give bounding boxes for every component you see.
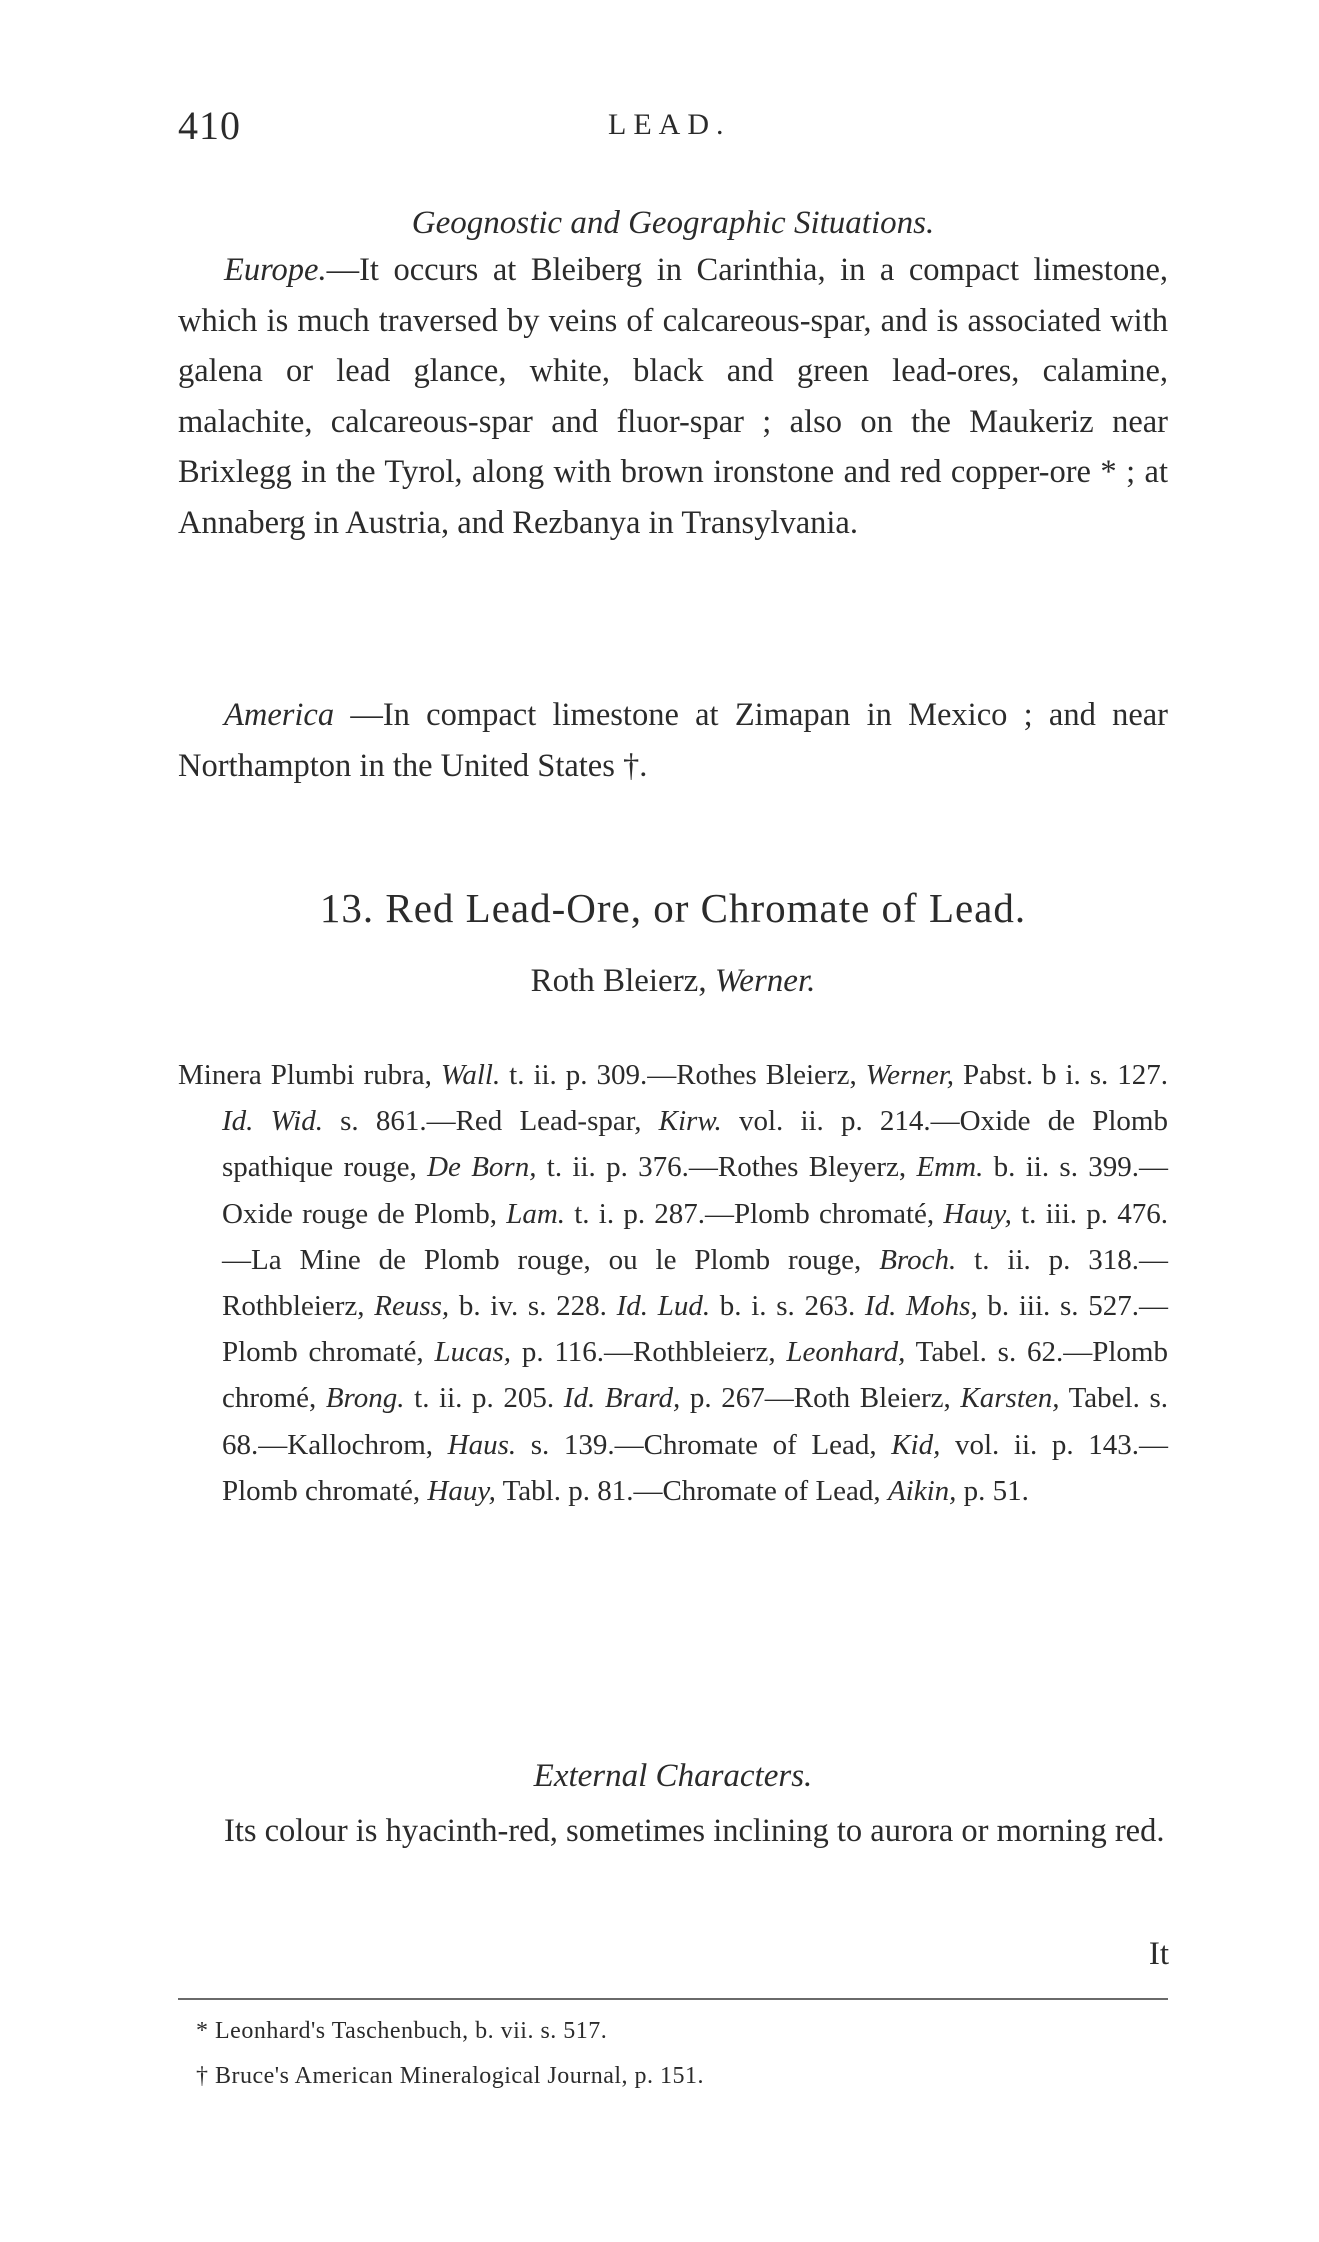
synonymy-segment: vol. ii. p. 214.—Oxide de Plomb spathique rouge, [222, 1105, 1168, 1184]
synonymy-reference: Haus. [447, 1428, 517, 1461]
synonymy-reference: Hauy, [943, 1197, 1012, 1230]
synonymy-text [178, 1052, 1168, 1514]
synonymy-segment: t. i. p. 287.—Plomb chromaté, [565, 1197, 944, 1230]
america-paragraph [178, 690, 1168, 791]
synonymy-reference: Id. Wid. [222, 1105, 323, 1138]
synonymy-segment: s. 139.—Chromate of Lead, [516, 1428, 892, 1461]
external-text: Its colour is hyacinth-red, sometimes inclining to aurora or morning red. [224, 1813, 1165, 1849]
synonymy-reference: Aikin, [887, 1474, 957, 1507]
synonymy-reference: Broch. [879, 1243, 957, 1276]
synonymy-reference: Lam. [506, 1197, 566, 1230]
synonymy-segment: p. 267—Roth Bleierz, [680, 1382, 961, 1415]
synonymy-segment: Tabel. s. 62.—Plomb chromé, [222, 1336, 1168, 1415]
footnote-rule [178, 1998, 1168, 2000]
external-paragraph [178, 1806, 1168, 1857]
running-head: LEAD. [608, 108, 731, 141]
species-title: 13. Red Lead-Ore, or Chromate of Lead. [319, 885, 1027, 931]
synonymy-segment: Tabel. s. 68.—Kallochrom, [222, 1382, 1168, 1461]
geognostic-heading: Geognostic and Geographic Situations. [411, 205, 935, 241]
synonymy-segment: b. ii. s. 399.—Oxide rouge de Plomb, [222, 1151, 1169, 1230]
synonymy-reference: Id. Mohs, [864, 1290, 978, 1323]
synonymy-segment: t. ii. p. 318.—Rothbleierz, [222, 1243, 1168, 1323]
synonymy-segment: p. 116.—Rothbleierz, [511, 1336, 787, 1369]
synonymy-segment: t. ii. p. 376.—Rothes Bleyerz, [536, 1151, 917, 1184]
page-number: 410 [178, 103, 241, 148]
america-text: —In compact limestone at Zimapan in Mexico ; and near Northampton in the United States †. [178, 697, 1168, 784]
europe-lead: Europe. [224, 252, 327, 288]
synonymy-reference: Kirw. [658, 1105, 722, 1138]
synonymy-segment: b. iv. s. 228. [449, 1290, 617, 1323]
subtitle-author: Werner. [714, 963, 816, 999]
europe-text: —It occurs at Bleiberg in Carinthia, in a compact limestone, which is much traversed by veins of calcareous-spar, and is associated with galena or lead glance, white, black and green lead-ores, calamine, malachite, calcareous-spar and fluor-spar ; also on the Maukeriz near Brixlegg in the Tyrol, along with brown ironstone and red copper-ore * ; at Annaberg in Austria, and Rezbanya in Transylvania. [178, 252, 1168, 541]
page-header [178, 102, 1158, 152]
synonymy-reference: De Born, [427, 1151, 537, 1184]
synonymy-reference: Kid, [891, 1428, 941, 1461]
synonymy-segment: t. iii. p. 476.—La Mine de Plomb rouge, ou le Plomb rouge, [222, 1197, 1169, 1276]
synonymy-reference: Emm. [916, 1151, 984, 1184]
synonymy-segment: Minera Plumbi rubra, [178, 1059, 441, 1091]
synonymy-reference: Karsten, [960, 1382, 1060, 1415]
synonymy-segment: t. ii. p. 205. [404, 1382, 564, 1415]
synonymy-segment: b. iii. s. 527.—Plomb chromaté, [222, 1290, 1168, 1369]
species-subtitle [178, 963, 1168, 1000]
synonymy-segment: s. 861.—Red Lead-spar, [322, 1105, 659, 1138]
europe-paragraph [178, 245, 1168, 548]
synonymy-reference: Wall. [440, 1059, 501, 1091]
synonymy-reference: Lucas, [434, 1336, 512, 1369]
footnote-2: † Bruce's American Mineralogical Journal, p. 151. [196, 2063, 705, 2089]
synonymy-segment: p. 51. [956, 1474, 1029, 1507]
synonymy-reference: Hauy, [427, 1474, 496, 1507]
subtitle-name: Roth Bleierz, [530, 963, 715, 999]
synonymy-segment: Tabl. p. 81.—Chromate of Lead, [495, 1474, 888, 1507]
catchword: It [1148, 1936, 1169, 1972]
synonymy-reference: Werner, [865, 1059, 955, 1091]
synonymy-reference: Id. Brard, [563, 1382, 681, 1415]
synonymy-segment: vol. ii. p. 143.—Plomb chromaté, [222, 1428, 1169, 1507]
external-heading: External Characters. [533, 1758, 813, 1794]
synonymy-block [178, 1052, 1168, 1514]
footnote-1: * Leonhard's Taschenbuch, b. vii. s. 517. [196, 2018, 608, 2044]
synonymy-segment: Pabst. b i. s. 127. [954, 1059, 1168, 1091]
synonymy-reference: Brong. [325, 1382, 405, 1415]
america-lead: America [224, 697, 335, 733]
synonymy-reference: Leonhard, [786, 1336, 906, 1369]
synonymy-reference: Id. Lud. [616, 1290, 711, 1323]
synonymy-reference: Reuss, [374, 1290, 450, 1323]
synonymy-segment: b. i. s. 263. [710, 1290, 865, 1323]
synonymy-segment: t. ii. p. 309.—Rothes Bleierz, [500, 1059, 866, 1091]
